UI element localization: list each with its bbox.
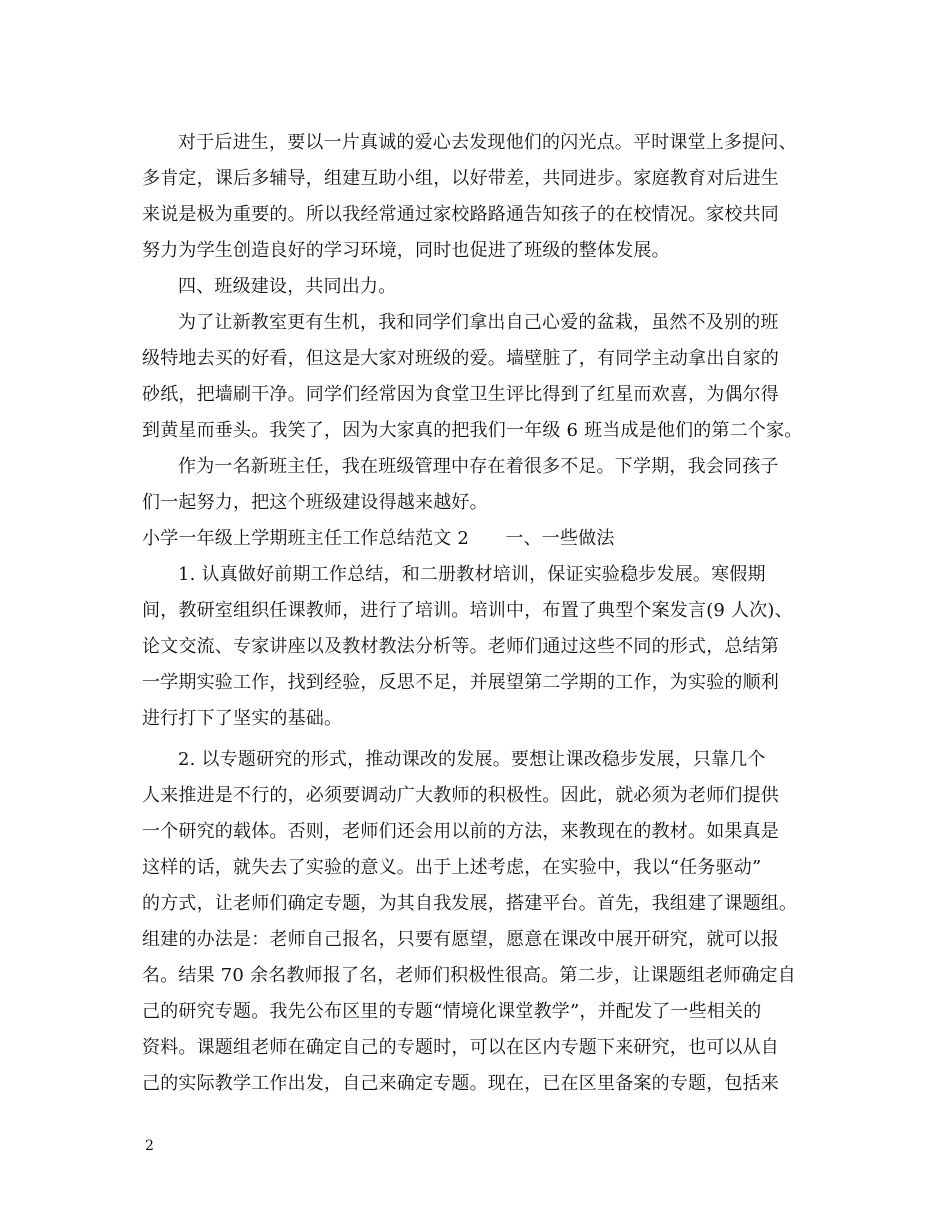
- text-line: 对于后进生，要以一片真诚的爱心去发现他们的闪光点。平时课堂上多提问、: [178, 132, 797, 153]
- document-section-title: 小学一年级上学期班主任工作总结范文 2 一、一些做法: [142, 528, 615, 549]
- text-line: 作为一名新班主任，我在班级管理中存在着很多不足。下学期，我会同孩子: [178, 456, 779, 477]
- text-line: 们一起努力，把这个班级建设得越来越好。: [142, 492, 488, 513]
- section-heading: 四、班级建设，共同出力。: [178, 276, 397, 297]
- text-line: 到黄星而垂头。我笑了，因为大家真的把我们一年级 6 班当成是他们的第二个家。: [142, 420, 803, 441]
- text-line: 名。结果 70 余名教师报了名，老师们积极性很高。第二步，让课题组老师确定自: [142, 965, 796, 986]
- text-line: 砂纸，把墙刷干净。同学们经常因为食堂卫生评比得到了红星而欢喜，为偶尔得: [142, 384, 779, 405]
- text-line: 一学期实验工作，找到经验，反思不足，并展望第二学期的工作，为实验的顺利: [142, 672, 779, 693]
- text-line: 间，教研室组织任课教师，进行了培训。培训中，布置了典型个案发言(9 人次)、: [142, 600, 793, 621]
- text-line: 一个研究的载体。否则，老师们还会用以前的方法，来教现在的教材。如果真是: [142, 821, 779, 842]
- text-line: 来说是极为重要的。所以我经常通过家校路路通告知孩子的在校情况。家校共同: [142, 204, 779, 225]
- text-line: 1. 认真做好前期工作总结，和二册教材培训，保证实验稳步发展。寒假期: [178, 564, 766, 585]
- text-line: 这样的话，就失去了实验的意义。出于上述考虑，在实验中，我以“任务驱动”: [142, 857, 762, 878]
- text-line: 为了让新教室更有生机，我和同学们拿出自己心爱的盆栽，虽然不及别的班: [178, 312, 779, 333]
- text-line: 进行打下了坚实的基础。: [142, 708, 343, 729]
- text-line: 资料。课题组老师在确定自己的专题时，可以在区内专题下来研究，也可以从自: [142, 1037, 779, 1058]
- text-line: 努力为学生创造良好的学习环境，同时也促进了班级的整体发展。: [142, 240, 670, 261]
- text-line: 级特地去买的好看，但这是大家对班级的爱。墙壁脏了，有同学主动拿出自家的: [142, 348, 779, 369]
- text-line: 组建的办法是：老师自己报名，只要有愿望，愿意在课改中展开研究，就可以报: [142, 929, 779, 950]
- text-line: 的方式，让老师们确定专题，为其自我发展，搭建平台。首先，我组建了课题组。: [142, 893, 798, 914]
- text-line: 人来推进是不行的，必须要调动广大教师的积极性。因此，就必须为老师们提供: [142, 785, 779, 806]
- page-number: 2: [145, 1138, 154, 1154]
- text-line: 2. 以专题研究的形式，推动课改的发展。要想让课改稳步发展，只靠几个: [178, 749, 766, 770]
- text-line: 己的实际教学工作出发，自己来确定专题。现在，已在区里备案的专题，包括来: [142, 1073, 779, 1094]
- text-line: 论文交流、专家讲座以及教材教法分析等。老师们通过这些不同的形式，总结第: [142, 636, 779, 657]
- text-line: 己的研究专题。我先公布区里的专题“情境化课堂教学”，并配发了一些相关的: [142, 1001, 762, 1022]
- text-line: 多肯定，课后多辅导，组建互助小组，以好带差，共同进步。家庭教育对后进生: [142, 168, 779, 189]
